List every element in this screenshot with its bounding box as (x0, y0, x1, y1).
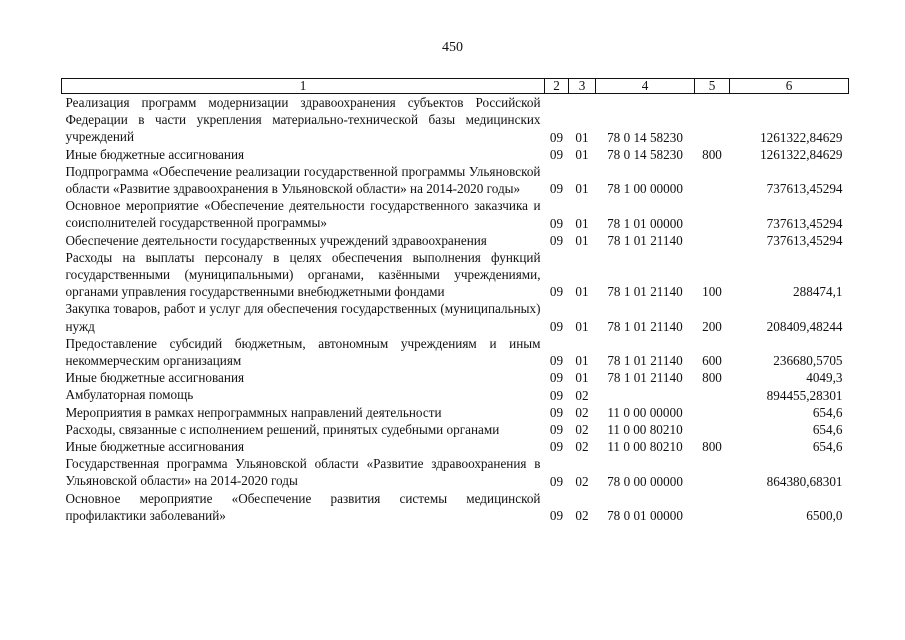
row-section: 09 (549, 353, 564, 369)
row-target-article: 78 0 14 58230 (607, 129, 683, 145)
table-row (62, 369, 849, 386)
row-subsection: 02 (575, 439, 589, 455)
row-section: 09 (549, 422, 564, 438)
row-amount: 1261322,84629 (760, 129, 843, 145)
row-amount: 737613,45294 (766, 215, 843, 231)
row-expense-type (695, 404, 730, 421)
row-target-article: 78 0 00 00000 (607, 473, 683, 489)
row-name: Закупка товаров, работ и услуг для обеспечения государственных (муниципальных) нужд (65, 301, 541, 334)
row-amount: 236680,5705 (773, 353, 843, 369)
row-subsection: 01 (575, 318, 589, 334)
row-target-article: 78 1 01 21140 (607, 370, 683, 386)
row-name: Расходы на выплаты персоналу в целях обеспечения выполнения функций государственными (муниципальными) органами, казёнными учреждениями, органами управления государственными внебюджетными фондами (65, 249, 541, 300)
table-row (62, 146, 849, 163)
row-expense-type: 100 (702, 284, 722, 300)
row-target-article: 78 0 01 00000 (607, 508, 683, 524)
row-amount: 654,6 (812, 422, 843, 438)
row-section: 09 (549, 146, 564, 162)
table-row (62, 386, 849, 403)
row-name: Реализация программ модернизации здравоохранения субъектов Российской Федерации в части укрепления материально-технической базы медицинских учреждений (65, 95, 541, 145)
row-expense-type: 800 (702, 370, 722, 386)
row-amount: 288474,1 (793, 284, 843, 300)
table-row (62, 421, 849, 438)
row-amount: 864380,68301 (766, 473, 843, 489)
table-row (62, 300, 849, 334)
row-section: 09 (549, 181, 564, 197)
table-row (62, 335, 849, 369)
row-subsection: 02 (575, 473, 589, 489)
column-header-amount: 6 (730, 79, 849, 94)
row-name: Основное мероприятие «Обеспечение деятельности государственного заказчика и соисполнителей государственной программы» (65, 198, 541, 231)
row-name: Основное мероприятие «Обеспечение развития системы медицинской профилактики заболеваний» (65, 490, 541, 523)
row-target-article: 11 0 00 80210 (607, 422, 683, 438)
row-expense-type (695, 197, 730, 231)
row-subsection: 01 (575, 370, 589, 386)
row-target-article: 78 0 14 58230 (607, 146, 683, 162)
row-subsection: 02 (575, 387, 589, 403)
row-name: Государственная программа Ульяновской области «Развитие здравоохранения в Ульяновской области» на 2014-2020 годы (65, 456, 541, 489)
row-amount: 894455,28301 (766, 387, 843, 403)
table-row (62, 490, 849, 524)
row-target-article: 78 1 01 21140 (607, 353, 683, 369)
row-amount: 737613,45294 (766, 232, 843, 248)
column-header-section: 2 (545, 79, 569, 94)
row-section: 09 (549, 473, 564, 489)
row-expense-type (695, 490, 730, 524)
row-section: 09 (549, 387, 564, 403)
row-subsection: 01 (575, 232, 589, 248)
row-target-article: 78 1 01 00000 (607, 215, 683, 231)
row-section: 09 (549, 284, 564, 300)
row-target-article: 11 0 00 80210 (607, 439, 683, 455)
table-row (62, 232, 849, 249)
row-target-article: 78 1 01 21140 (607, 284, 683, 300)
row-section: 09 (549, 404, 564, 420)
row-name: Обеспечение деятельности государственных учреждений здравоохранения (65, 232, 487, 248)
row-name: Мероприятия в рамках непрограммных направлений деятельности (65, 404, 442, 420)
column-header-expense-type: 5 (695, 79, 730, 94)
row-name: Иные бюджетные ассигнования (65, 146, 245, 162)
row-expense-type (695, 163, 730, 197)
budget-table (61, 78, 849, 524)
row-expense-type (695, 232, 730, 249)
row-amount: 1261322,84629 (760, 146, 843, 162)
row-section: 09 (549, 370, 564, 386)
table-header-row (62, 79, 849, 94)
row-amount: 4049,3 (806, 370, 843, 386)
table-row (62, 249, 849, 301)
table-row (62, 197, 849, 231)
row-amount: 654,6 (812, 404, 843, 420)
row-section: 09 (549, 232, 564, 248)
row-subsection: 01 (575, 146, 589, 162)
row-section: 09 (549, 508, 564, 524)
row-name: Предоставление субсидий бюджетным, автономным учреждениям и иным некоммерческим организациям (65, 335, 541, 369)
row-section: 09 (549, 215, 564, 231)
row-target-article: 78 1 01 21140 (607, 232, 683, 248)
row-name: Иные бюджетные ассигнования (65, 370, 245, 386)
row-amount: 737613,45294 (766, 181, 843, 197)
row-name: Подпрограмма «Обеспечение реализации государственной программы Ульяновской области «Развитие здравоохранения в Ульяновской области» на 2014-2020 годы» (65, 163, 541, 197)
row-amount: 208409,48244 (766, 318, 843, 334)
row-expense-type: 600 (702, 353, 722, 369)
row-subsection: 02 (575, 422, 589, 438)
table-row (62, 404, 849, 421)
row-subsection: 01 (575, 181, 589, 197)
row-expense-type: 200 (702, 318, 722, 334)
row-target-article: 78 1 01 21140 (607, 318, 683, 334)
row-section: 09 (549, 129, 564, 145)
row-amount: 6500,0 (806, 508, 843, 524)
row-expense-type (695, 386, 730, 403)
row-expense-type: 800 (702, 146, 722, 162)
column-header-name: 1 (62, 79, 545, 94)
table-row (62, 163, 849, 197)
row-target-article: 78 1 00 00000 (607, 181, 683, 197)
column-header-target-article: 4 (596, 79, 695, 94)
table-row (62, 94, 849, 146)
row-subsection: 01 (575, 215, 589, 231)
row-name: Амбулаторная помощь (65, 387, 194, 403)
row-expense-type: 800 (702, 439, 722, 455)
row-target-article (596, 386, 695, 403)
row-subsection: 01 (575, 284, 589, 300)
row-name: Расходы, связанные с исполнением решений, принятых судебными органами (65, 421, 500, 437)
row-target-article: 11 0 00 00000 (607, 404, 683, 420)
row-expense-type (695, 455, 730, 489)
row-expense-type (695, 421, 730, 438)
row-subsection: 02 (575, 508, 589, 524)
row-expense-type (695, 94, 730, 146)
table-row (62, 438, 849, 455)
column-header-subsection: 3 (569, 79, 596, 94)
row-section: 09 (549, 439, 564, 455)
row-subsection: 01 (575, 353, 589, 369)
row-amount: 654,6 (812, 439, 843, 455)
row-subsection: 01 (575, 129, 589, 145)
page-number: 450 (442, 40, 463, 55)
row-section: 09 (549, 318, 564, 334)
table-row (62, 455, 849, 489)
row-name: Иные бюджетные ассигнования (65, 439, 245, 455)
row-subsection: 02 (575, 404, 589, 420)
